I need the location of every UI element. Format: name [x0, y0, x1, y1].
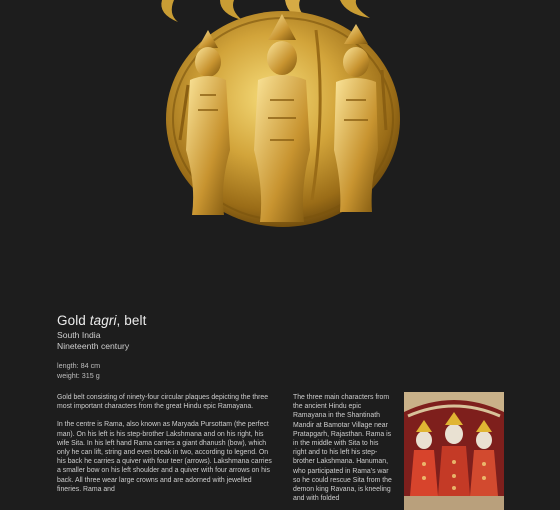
gold-plaque-image	[150, 0, 410, 240]
temple-photo	[404, 392, 504, 510]
object-title: Gold tagri, belt	[57, 313, 147, 328]
description-column	[57, 393, 272, 503]
object-origin: South India	[57, 330, 101, 340]
object-weight: weight: 315 g	[57, 371, 100, 380]
object-period: Nineteenth century	[57, 341, 130, 351]
description-paragraph: Gold belt consisting of ninety-four circular plaques depicting the three most important characters from the great Hindu epic Ramayana.	[57, 394, 269, 411]
photo-caption: The three main characters from the ancient Hindu epic Ramayana in the Shantinath Mandir at Bamotar Village near Pratapgarh, Rajasthan. Rama is in the middle with Sita to his right and to his left his step-brother Lakshmana. Hanuman, who participated in Rama's war so he could rescue Sita from the demon king Ravana, is kneeling and with folded	[293, 394, 392, 503]
object-length: length: 84 cm	[57, 361, 101, 370]
description-paragraph: In the centre is Rama, also known as Maryada Pursottam (the perfect man). On his left is his step-brother Lakshmana and on his right, his wife Sita. In his left hand Rama carries a giant dhanush (bow), which only he can lift, string and even break in two, according to legend. On his back he carries a quiver with four teer (arrows). Lakshmana carries a smaller bow on his left shoulder and a quiver with four arrows on his back. All three wear large crowns and are adorned with jewelled fineries. Rama and	[57, 421, 272, 493]
